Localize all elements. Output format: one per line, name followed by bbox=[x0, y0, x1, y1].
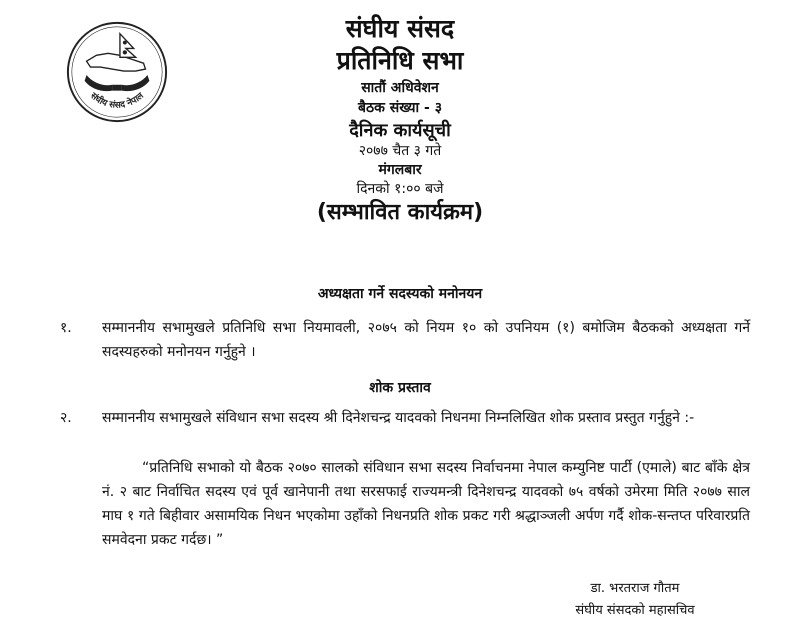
condolence-quote: “प्रतिनिधि सभाको यो बैठक २०७० सालको संविधान सभा सदस्य निर्वाचनमा नेपाल कम्युनिष्ट पार्टी (एमाले) बाट बाँके क्षेत्र नं. २ बाट निर्वाचित सदस्य एवं पूर्व खानेपानी तथा सरसफाई राज्यमन्त्री दिनेशचन्द्र यादवको ७५ वर्षको उमेरमा मिति २०७७ साल माघ १ गते बिहीवार असामयिक निधन भएकोमा उहाँको निधनप्रति शोक प्रकट गरी श्रद्धाञ्जली अर्पण गर्दै शोक-सन्तप्त परिवारप्रति समवेदना प्रकट गर्दछ। ” bbox=[102, 460, 750, 548]
meeting-number: बैठक संख्या - ३ bbox=[358, 99, 442, 116]
item-number: १. bbox=[60, 320, 72, 336]
agenda-item-1 bbox=[60, 316, 750, 364]
item-number: २. bbox=[60, 410, 72, 426]
svg-text:संघीय संसद नेपाल: संघीय संसद नेपाल bbox=[88, 91, 146, 111]
session-number: सातौं अधिवेशन bbox=[361, 80, 439, 96]
meeting-weekday: मंगलबार bbox=[378, 161, 422, 178]
item-text: सम्माननीय सभामुखले संविधान सभा सदस्य श्री दिनेशचन्द्र यादवको निधनमा निम्नलिखित शोक प्रस्ताव प्रस्तुत गर्नुहुने :- bbox=[102, 410, 695, 426]
signatory-title: संघीय संसदको महासचिव bbox=[575, 603, 695, 618]
item-text: सम्माननीय सभामुखले प्रतिनिधि सभा नियमावली, २०७५ को नियम १० को उपनियम (१) बमोजिम बैठकको अध्यक्षता गर्ने सदस्यहरुको मनोनयन गर्नुहुने । bbox=[102, 320, 750, 360]
section-title-condolence: शोक प्रस्ताव bbox=[369, 380, 431, 396]
signature-block bbox=[520, 578, 750, 622]
house-name: प्रतिनिधि सभा bbox=[336, 46, 464, 75]
parliament-emblem-icon bbox=[63, 18, 171, 126]
agenda-header bbox=[160, 14, 640, 226]
parliament-name: संघीय संसद bbox=[345, 14, 455, 43]
meeting-date: २०७७ चैत ३ गते bbox=[358, 143, 442, 160]
section-title-chair-nomination: अध्यक्षता गर्ने सदस्यको मनोनयन bbox=[317, 286, 483, 302]
meeting-time: दिनको १:०० बजे bbox=[356, 180, 444, 197]
agenda-item-2 bbox=[60, 406, 750, 430]
signatory-name: डा. भरतराज गौतम bbox=[590, 581, 680, 596]
program-status: (सम्भावित कार्यक्रम) bbox=[316, 199, 484, 225]
document-title: दैनिक कार्यसूची bbox=[349, 119, 451, 141]
